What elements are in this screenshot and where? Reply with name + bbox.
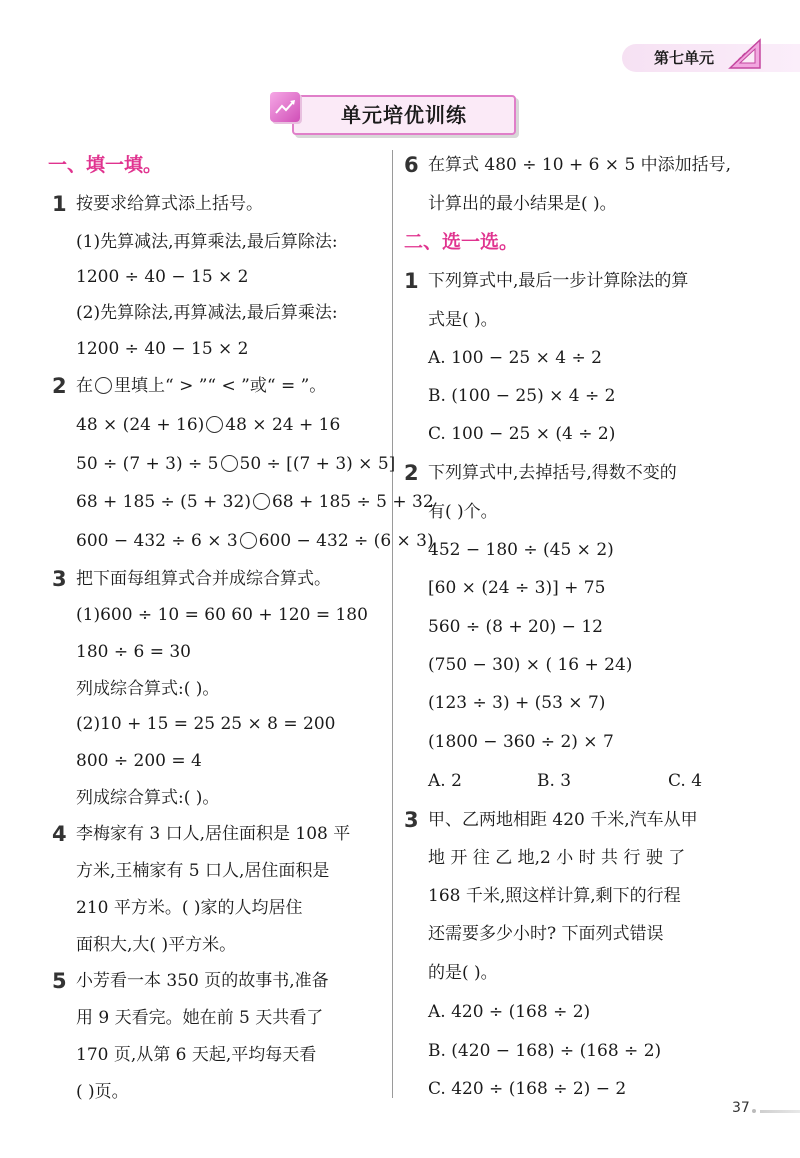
c1-option-b[interactable]: B. (100 − 25) × 4 ÷ 2 [428,386,616,406]
c3-option-a[interactable]: A. 420 ÷ (168 ÷ 2) [428,1002,591,1022]
c2-option-c[interactable]: C. 4 [668,771,703,791]
column-divider [392,150,393,1098]
c1-line2: 式是( )。 [428,310,498,330]
c2-line2: 有( )个。 [428,502,498,522]
q3-group1b: 180 ÷ 6 = 30 [76,642,191,662]
c2-expr6: (1800 − 360 ÷ 2) × 7 [428,732,614,752]
q5-line2: 用 9 天看完。她在前 5 天共看了 [76,1008,324,1028]
q1-expr2: 1200 ÷ 40 − 15 × 2 [76,339,249,359]
c2-expr2: [60 × (24 ÷ 3)] + 75 [428,578,606,598]
q2-row1: 48 × (24 + 16) 48 × 24 + 16 [76,415,341,435]
page-number: 37 [732,1100,750,1116]
unit-label: 第七单元 [654,49,715,67]
triangle-ruler-icon [728,36,764,70]
q3-answer1[interactable]: 列成综合算式:( )。 [76,679,220,699]
q5-line1: 小芳看一本 350 页的故事书,准备 [76,971,329,991]
c2-expr1: 452 − 180 ÷ (45 × 2) [428,540,614,560]
c1-line1: 下列算式中,最后一步计算除法的算 [428,271,689,291]
c3-line4: 还需要多少小时? 下面列式错误 [428,924,664,944]
q5-number: 5 [52,969,67,993]
q3-number: 3 [52,567,67,591]
q2-number: 2 [52,374,67,398]
c1-option-c[interactable]: C. 100 − 25 × (4 ÷ 2) [428,424,616,444]
compare-circle[interactable] [221,455,238,472]
compare-circle[interactable] [95,377,112,394]
page-dot [752,1109,756,1113]
q3-group1a: (1)600 ÷ 10 = 60 60 + 120 = 180 [76,605,368,625]
c2-line1: 下列算式中,去掉括号,得数不变的 [428,463,677,483]
q1-expr1: 1200 ÷ 40 − 15 × 2 [76,267,249,287]
c2-expr3: 560 ÷ (8 + 20) − 12 [428,617,603,637]
page-rule [760,1110,800,1113]
c2-option-a[interactable]: A. 2 [428,771,462,791]
q4-line1: 李梅家有 3 口人,居住面积是 108 平 [76,824,351,844]
q2-row3: 68 + 185 ÷ (5 + 32) 68 + 185 ÷ 5 + 32 [76,492,434,512]
q3-group2a: (2)10 + 15 = 25 25 × 8 = 200 [76,714,336,734]
q1-text: 按要求给算式添上括号。 [76,194,263,214]
q4-line3: 210 平方米。( )家的人均居住 [76,898,303,918]
c2-number: 2 [404,461,419,485]
q4-number: 4 [52,822,67,846]
q1-part2: (2)先算除法,再算减法,最后算乘法: [76,303,338,323]
c3-option-b[interactable]: B. (420 − 168) ÷ (168 ÷ 2) [428,1041,662,1061]
q5-line3: 170 页,从第 6 天起,平均每天看 [76,1045,317,1065]
section-choice: 二、选一选。 [404,231,519,253]
q3-group2b: 800 ÷ 200 = 4 [76,751,202,771]
q1-number: 1 [52,192,67,216]
page-title: 单元培优训练 [341,103,467,127]
c2-option-b[interactable]: B. 3 [537,771,572,791]
compare-circle[interactable] [206,416,223,433]
q6-number: 6 [404,153,419,177]
c3-line2: 地 开 往 乙 地,2 小 时 共 行 驶 了 [428,848,686,868]
c3-number: 3 [404,808,419,832]
q5-line4: ( )页。 [76,1082,129,1102]
q3-answer2[interactable]: 列成综合算式:( )。 [76,788,220,808]
q4-line4: 面积大,大( )平方米。 [76,935,237,955]
q3-text: 把下面每组算式合并成综合算式。 [76,569,331,589]
q2-text: 在 里填上“ > ”“ < ”或“ = ”。 [76,376,327,396]
c3-line5: 的是( )。 [428,963,498,983]
c1-number: 1 [404,269,419,293]
section-fill-in: 一、填一填。 [48,154,163,176]
q6-line2: 计算出的最小结果是( )。 [428,194,617,214]
c2-expr4: (750 − 30) × ( 16 + 24) [428,655,633,675]
q1-part1: (1)先算减法,再算乘法,最后算除法: [76,232,338,252]
c1-option-a[interactable]: A. 100 − 25 × 4 ÷ 2 [428,348,602,368]
compare-circle[interactable] [253,493,270,510]
c3-option-c[interactable]: C. 420 ÷ (168 ÷ 2) − 2 [428,1079,627,1099]
q6-line1: 在算式 480 ÷ 10 + 6 × 5 中添加括号, [428,155,732,175]
q4-line2: 方米,王楠家有 5 口人,居住面积是 [76,861,330,881]
compare-circle[interactable] [240,532,257,549]
q2-row2: 50 ÷ (7 + 3) ÷ 5 50 ÷ [(7 + 3) × 5] [76,454,396,474]
c2-expr5: (123 ÷ 3) + (53 × 7) [428,693,606,713]
c3-line1: 甲、乙两地相距 420 千米,汽车从甲 [428,810,698,830]
c3-line3: 168 千米,照这样计算,剩下的行程 [428,886,681,906]
q2-row4: 600 − 432 ÷ 6 × 3 600 − 432 ÷ (6 × 3) [76,531,434,551]
